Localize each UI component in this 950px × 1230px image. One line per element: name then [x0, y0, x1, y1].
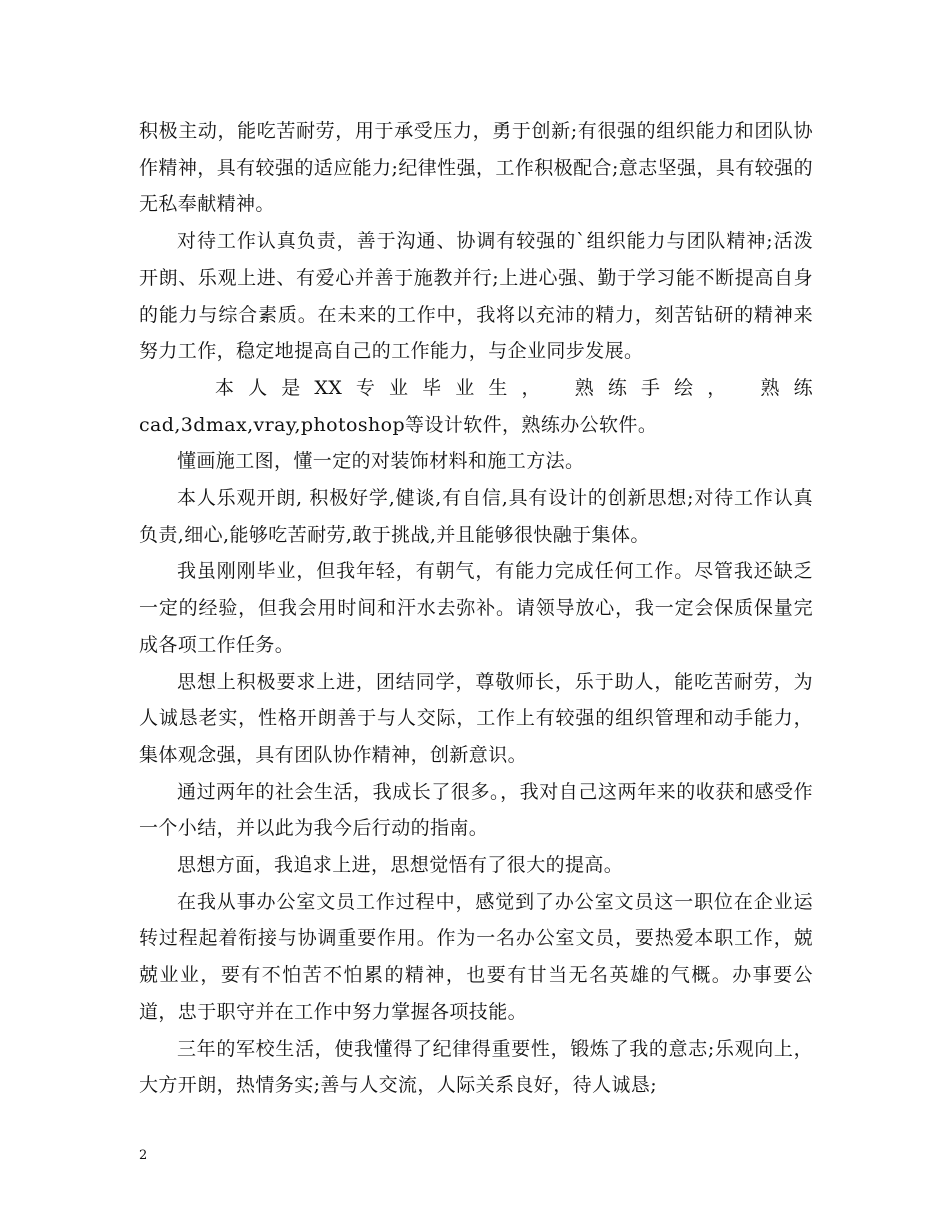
document-body: [139, 113, 813, 1104]
paragraph-1: 积极主动，能吃苦耐劳，用于承受压力，勇于创新;有很强的组织能力和团队协作精神，具有较强的适应能力;纪律性强，工作积极配合;意志坚强，具有较强的无私奉献精神。: [139, 120, 813, 216]
paragraph-8: 通过两年的社会生活，我成长了很多。，我对自己这两年来的收获和感受作一个小结，并以此为我今后行动的指南。: [139, 780, 813, 840]
paragraph-9: 思想方面，我追求上进，思想觉悟有了很大的提高。: [177, 854, 624, 877]
paragraph-4: 懂画施工图，懂一定的对装饰材料和施工方法。: [177, 450, 585, 473]
paragraph-3: 本人是XX专业毕业生， 熟练手绘， 熟练cad,3dmax,vray,photoshop等设计软件，熟练办公软件。: [139, 376, 813, 436]
paragraph-5: 本人乐观开朗, 积极好学,健谈,有自信,具有设计的创新思想;对待工作认真负责,细心,能够吃苦耐劳,敢于挑战,并且能够很快融于集体。: [139, 487, 813, 546]
page-number: 2: [139, 1148, 148, 1163]
paragraph-10: 在我从事办公室文员工作过程中，感觉到了办公室文员这一职位在企业运转过程起着衔接与协调重要作用。作为一名办公室文员，要热爱本职工作，兢兢业业，要有不怕苦不怕累的精神，也要有甘当无名英雄的气概。办事要公道，忠于职守并在工作中努力掌握各项技能。: [139, 890, 813, 1023]
paragraph-6: 我虽刚刚毕业，但我年轻，有朝气，有能力完成任何工作。尽管我还缺乏一定的经验，但我会用时间和汗水去弥补。请领导放心，我一定会保质保量完成各项工作任务。: [139, 560, 813, 656]
paragraph-11: 三年的军校生活，使我懂得了纪律得重要性，锻炼了我的意志;乐观向上，大方开朗，热情务实;善与人交流，人际关系良好，待人诚恳;: [139, 1037, 813, 1097]
paragraph-7: 思想上积极要求上进，团结同学，尊敬师长，乐于助人，能吃苦耐劳，为人诚恳老实，性格开朗善于与人交际，工作上有较强的组织管理和动手能力，集体观念强，具有团队协作精神，创新意识。: [139, 670, 813, 766]
paragraph-2: 对待工作认真负责，善于沟通、协调有较强的`组织能力与团队精神;活泼开朗、乐观上进、有爱心并善于施教并行;上进心强、勤于学习能不断提高自身的能力与综合素质。在未来的工作中，我将以充沛的精力，刻苦钻研的精神来努力工作，稳定地提高自己的工作能力，与企业同步发展。: [139, 230, 813, 363]
